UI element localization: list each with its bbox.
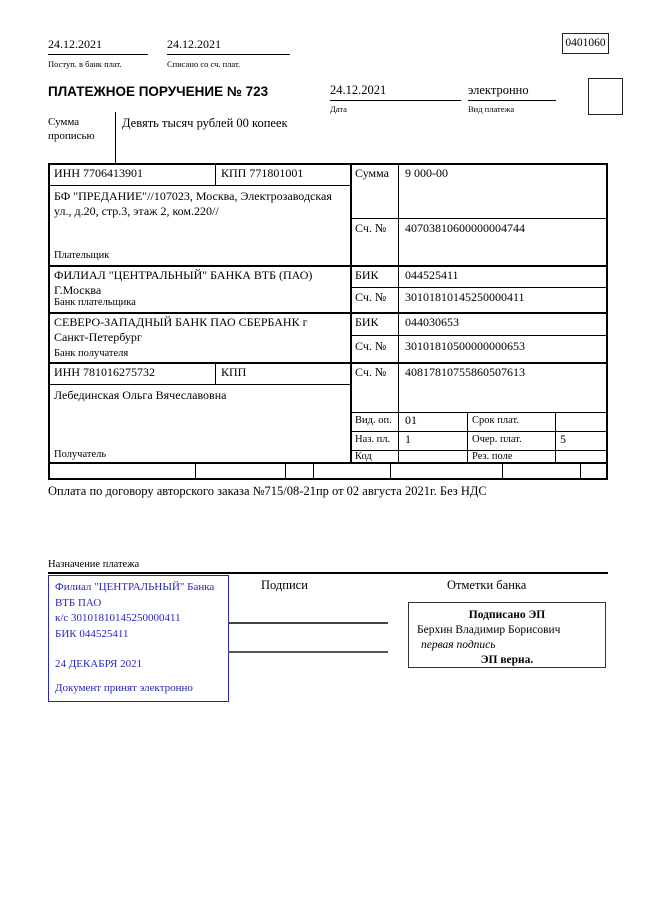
divider [48, 185, 350, 186]
esign-valid-text: ЭП верна. [480, 654, 534, 666]
divider [48, 572, 608, 574]
divider [215, 163, 216, 185]
payee-account-label: Сч. № [355, 365, 387, 379]
divider [48, 384, 350, 385]
payer-bank-section-label: Банк плательщика [54, 297, 136, 308]
divider [195, 462, 196, 478]
payment-kind: электронно [468, 83, 556, 101]
amount-value: 9 000-00 [405, 166, 448, 180]
payee-inn: ИНН 781016275732 [54, 365, 155, 379]
divider [350, 431, 608, 432]
vid-op-value: 01 [405, 413, 417, 427]
divider [350, 218, 608, 219]
divider [115, 112, 116, 163]
stamp-bik: БИК 044525411 [55, 627, 129, 640]
divider [350, 287, 608, 288]
stamp-corr-account: к/с 30101810145250000411 [55, 612, 181, 624]
ocher-plat-label: Очер. плат. [472, 434, 522, 445]
divider [350, 163, 352, 462]
divider [48, 312, 608, 314]
divider [502, 462, 503, 478]
ocher-plat-value: 5 [560, 432, 566, 446]
payer-inn: ИНН 7706413901 [54, 166, 143, 180]
document-date: 24.12.2021 [330, 83, 461, 101]
divider [313, 462, 314, 478]
payee-section-label: Получатель [54, 449, 107, 460]
divider [48, 163, 50, 480]
payer-bank-bik: 044525411 [405, 268, 459, 282]
payer-bank-bik-label: БИК [355, 268, 379, 282]
payer-account-label: Сч. № [355, 221, 387, 235]
divider [580, 462, 581, 478]
naz-pl-value: 1 [405, 432, 411, 446]
vid-op-label: Вид. оп. [355, 415, 392, 426]
payer-section-label: Плательщик [54, 250, 110, 261]
status-box-empty [588, 78, 623, 115]
electronic-signature-stamp [408, 602, 606, 668]
stamp-accepted-text: Документ принят электронно [55, 681, 193, 694]
bank-marks-heading: Отметки банка [447, 578, 527, 592]
signatures-heading: Подписи [261, 578, 308, 592]
amount-label: Сумма [355, 166, 389, 180]
payee-bank-name: СЕВЕРО-ЗАПАДНЫЙ БАНК ПАО СБЕРБАНК г Санкт-Петербург [54, 315, 308, 344]
divider [390, 462, 391, 478]
divider [48, 265, 608, 267]
divider [350, 335, 608, 336]
divider [606, 163, 608, 480]
divider [555, 412, 556, 462]
srok-plat-label: Срок плат. [472, 415, 519, 426]
received-in-bank-label: Поступ. в банк плат. [48, 59, 122, 69]
bank-acceptance-stamp [48, 575, 229, 702]
divider [48, 462, 608, 464]
divider [285, 462, 286, 478]
payee-account-value: 40817810755860507613 [405, 365, 525, 379]
payment-order-table [48, 163, 608, 480]
document-date-label: Дата [330, 104, 347, 114]
stamp-date: 24 ДЕКАБРЯ 2021 [55, 658, 143, 670]
divider [48, 478, 608, 480]
signature-line-second [228, 651, 388, 653]
divider [48, 163, 608, 165]
payer-bank-acc-label: Сч. № [355, 290, 387, 304]
payee-kpp: КПП [221, 365, 247, 379]
divider [48, 362, 608, 364]
written-off-date: 24.12.2021 [167, 37, 290, 55]
payer-account-value: 40703810600000004744 [405, 221, 525, 235]
payer-bank-name: ФИЛИАЛ "ЦЕНТРАЛЬНЫЙ" БАНКА ВТБ (ПАО) Г.Москва [54, 268, 313, 297]
divider [215, 362, 216, 384]
payee-bank-bik-label: БИК [355, 315, 379, 329]
amount-in-words-value: Девять тысяч рублей 00 копеек [122, 116, 288, 130]
payment-purpose-text: Оплата по договору авторского заказа №715/08-21пр от 02 августа 2021г. Без НДС [48, 484, 487, 498]
payee-bank-acc-label: Сч. № [355, 339, 387, 353]
payee-bank-bik: 044030653 [405, 315, 459, 329]
form-code-box: 0401060 [562, 33, 609, 54]
esign-signer-name: Берхин Владимир Борисович [417, 624, 561, 636]
esign-title: Подписано ЭП [468, 609, 546, 621]
payer-name: БФ "ПРЕДАНИЕ"//107023, Москва, Электрозаводская ул., д.20, стр.3, этаж 2, ком.220// [54, 189, 332, 218]
received-in-bank-date: 24.12.2021 [48, 37, 148, 55]
payee-bank-account: 30101810500000000653 [405, 339, 525, 353]
payee-bank-section-label: Банк получателя [54, 348, 129, 359]
esign-signature-kind: первая подпись [421, 639, 496, 651]
amount-in-words-label: Сумма прописью [48, 116, 95, 142]
divider [467, 412, 468, 462]
signature-line-first [228, 622, 388, 624]
payer-kpp: КПП 771801001 [221, 166, 304, 180]
divider [350, 412, 608, 413]
divider [398, 163, 399, 462]
payment-kind-label: Вид платежа [468, 104, 515, 114]
written-off-label: Списано со сч. плат. [167, 59, 241, 69]
payer-bank-account: 30101810145250000411 [405, 290, 525, 304]
payment-purpose-label: Назначение платежа [48, 559, 140, 570]
document-title: ПЛАТЕЖНОЕ ПОРУЧЕНИЕ № 723 [48, 84, 269, 99]
kod-label: Код [355, 451, 372, 462]
rez-pole-label: Рез. поле [472, 451, 513, 462]
naz-pl-label: Наз. пл. [355, 434, 391, 445]
payee-name: Лебединская Ольга Вячеславовна [54, 388, 227, 402]
stamp-bank-name: Филиал "ЦЕНТРАЛЬНЫЙ" Банка ВТБ ПАО [55, 581, 215, 609]
